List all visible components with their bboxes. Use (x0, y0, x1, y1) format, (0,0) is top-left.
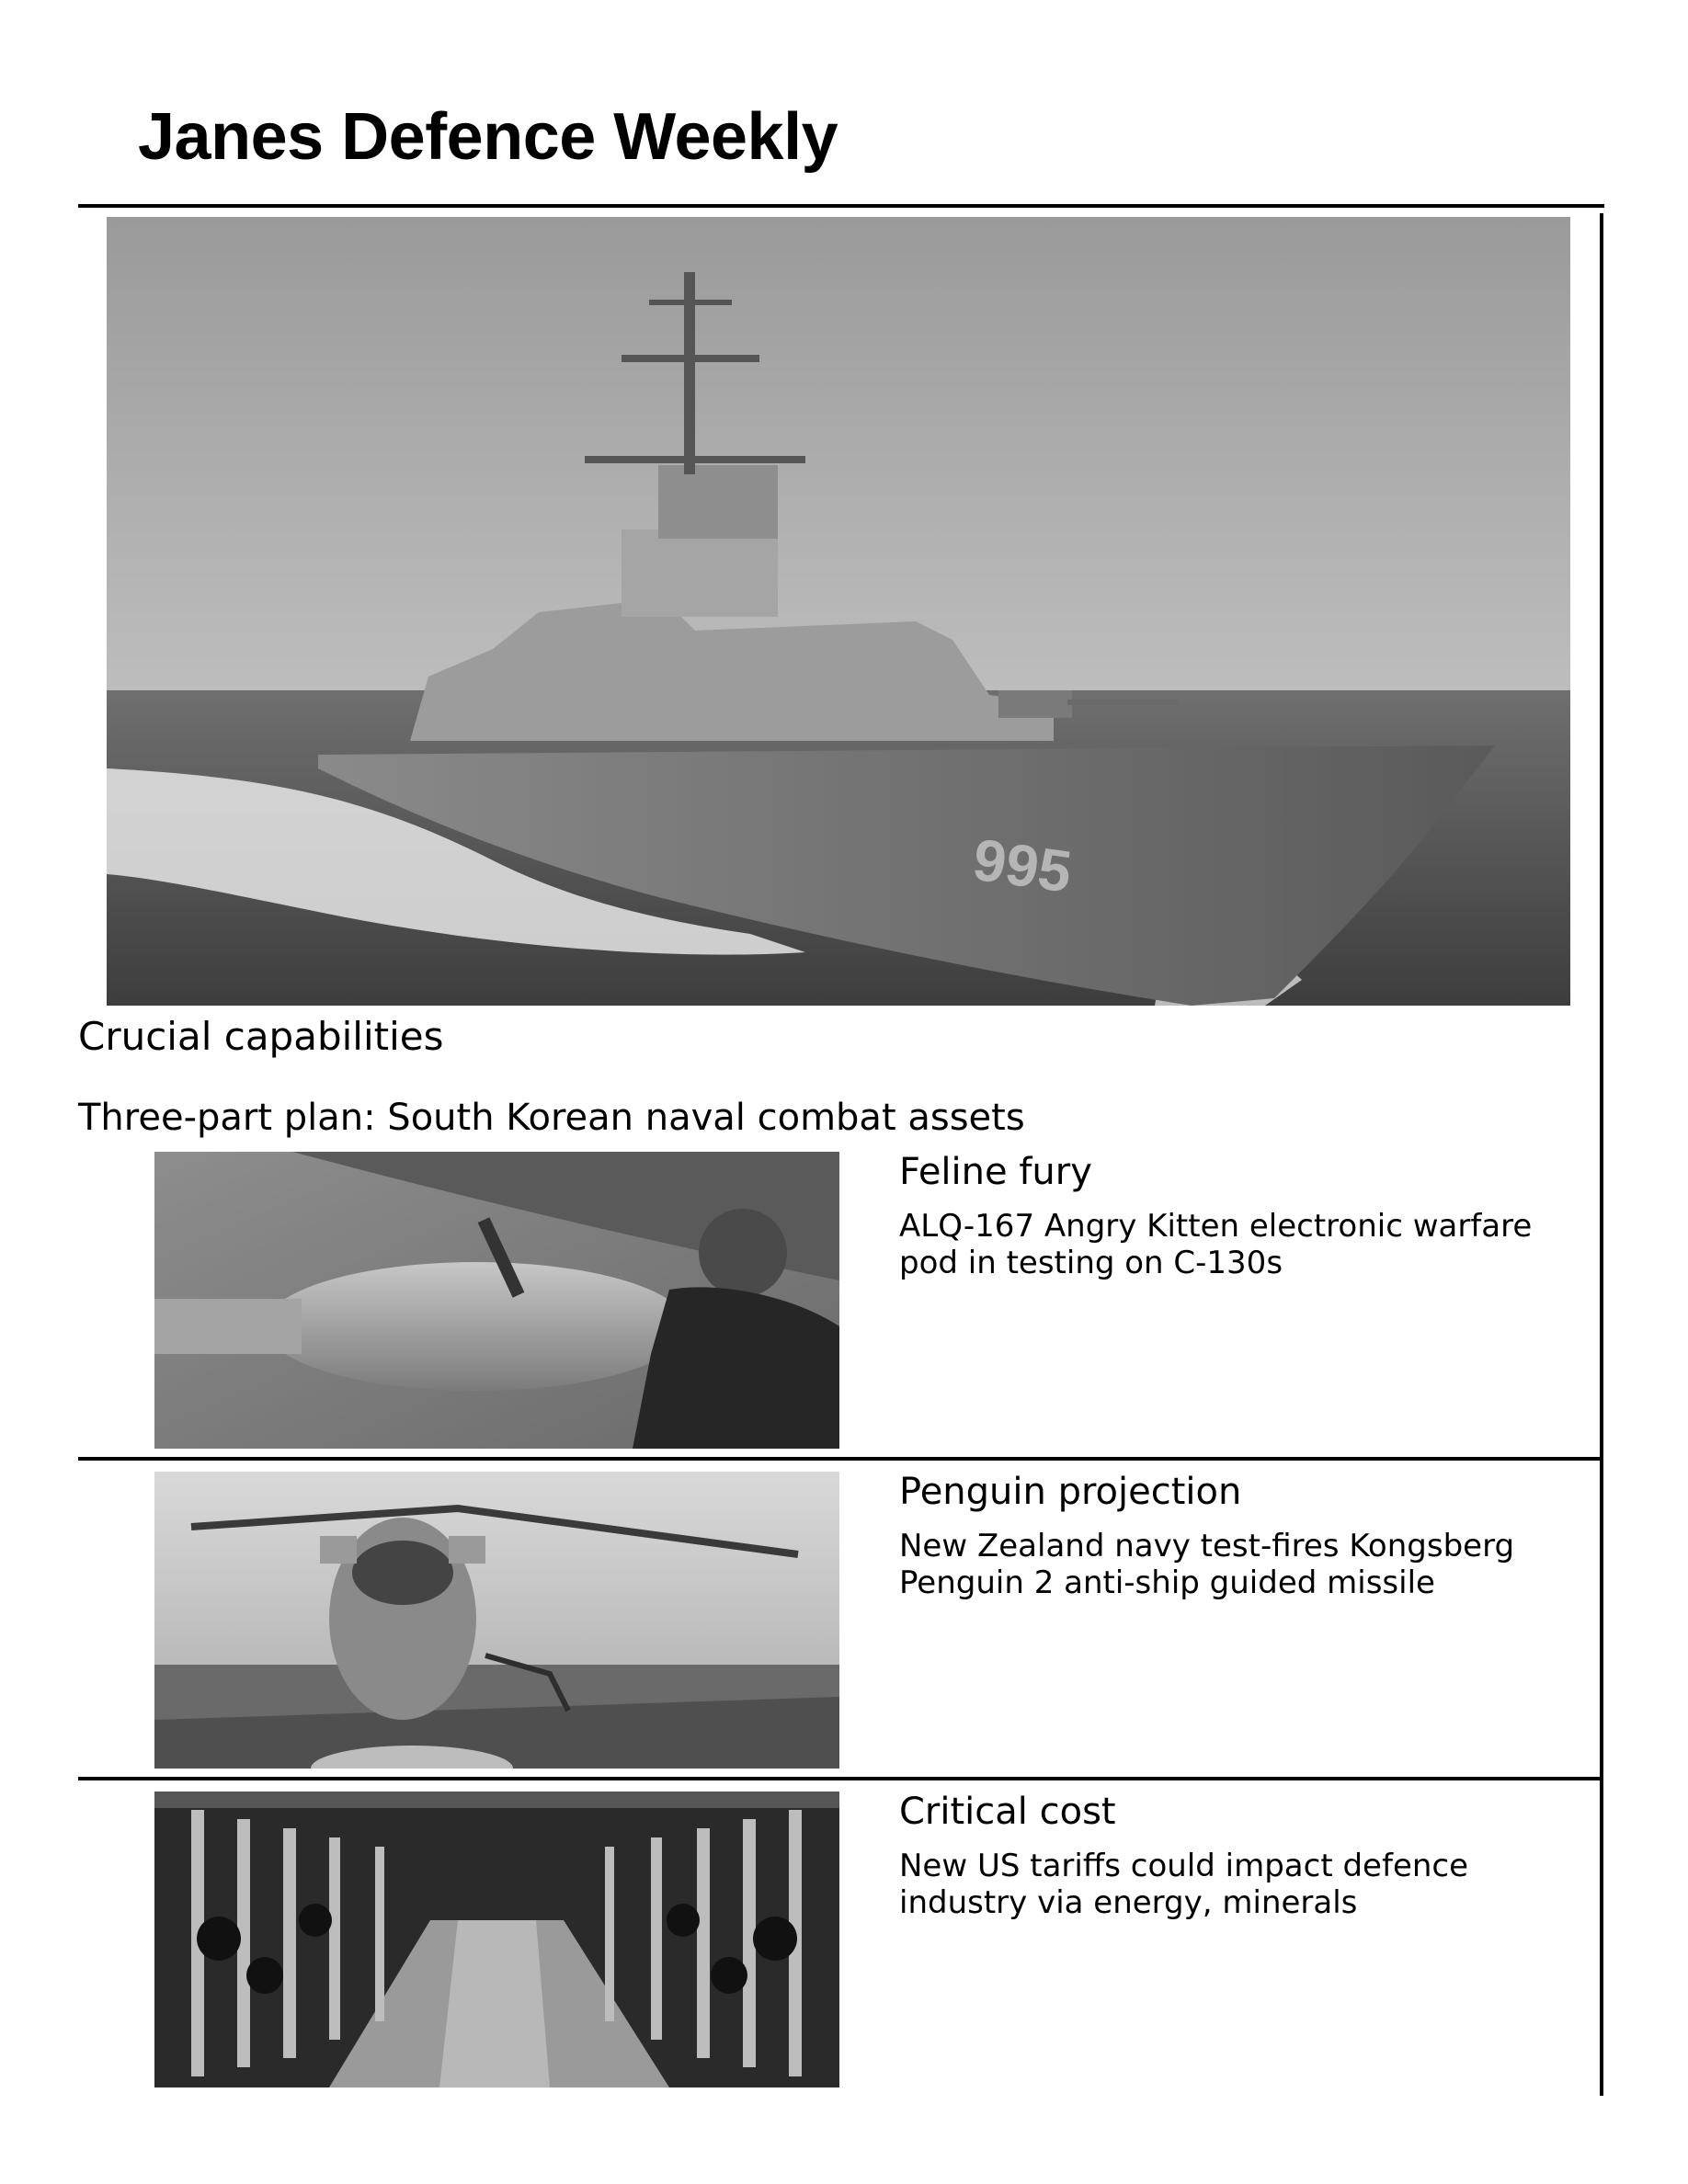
story-3-title[interactable]: Critical cost (899, 1791, 1116, 1833)
story-1-image[interactable] (154, 1152, 839, 1449)
story-2-title[interactable]: Penguin projection (899, 1471, 1242, 1513)
hero-caption-title[interactable]: Crucial capabilities (78, 1014, 444, 1059)
story-divider-2 (78, 1777, 1603, 1780)
story-2-description[interactable]: New Zealand navy test-fires Kongsberg Penguin 2 anti-ship guided missile (899, 1528, 1515, 1601)
story-3-image[interactable] (154, 1792, 839, 2087)
hero-image[interactable] (107, 217, 1570, 1006)
story-3-description[interactable]: New US tariffs could impact defence industry via energy, minerals (899, 1848, 1469, 1921)
masthead-title[interactable]: Janes Defence Weekly (138, 100, 838, 174)
right-rule (1600, 213, 1603, 2096)
story-1-title[interactable]: Feline fury (899, 1151, 1092, 1193)
hull-number: 995 (969, 825, 1076, 905)
top-rule (78, 204, 1604, 208)
story-2-image[interactable] (154, 1472, 839, 1769)
story-divider-1 (78, 1457, 1603, 1461)
story-1-description[interactable]: ALQ-167 Angry Kitten electronic warfare pod in testing on C-130s (899, 1208, 1533, 1281)
hero-caption-subtitle[interactable]: Three-part plan: South Korean naval combat assets (78, 1097, 1025, 1139)
